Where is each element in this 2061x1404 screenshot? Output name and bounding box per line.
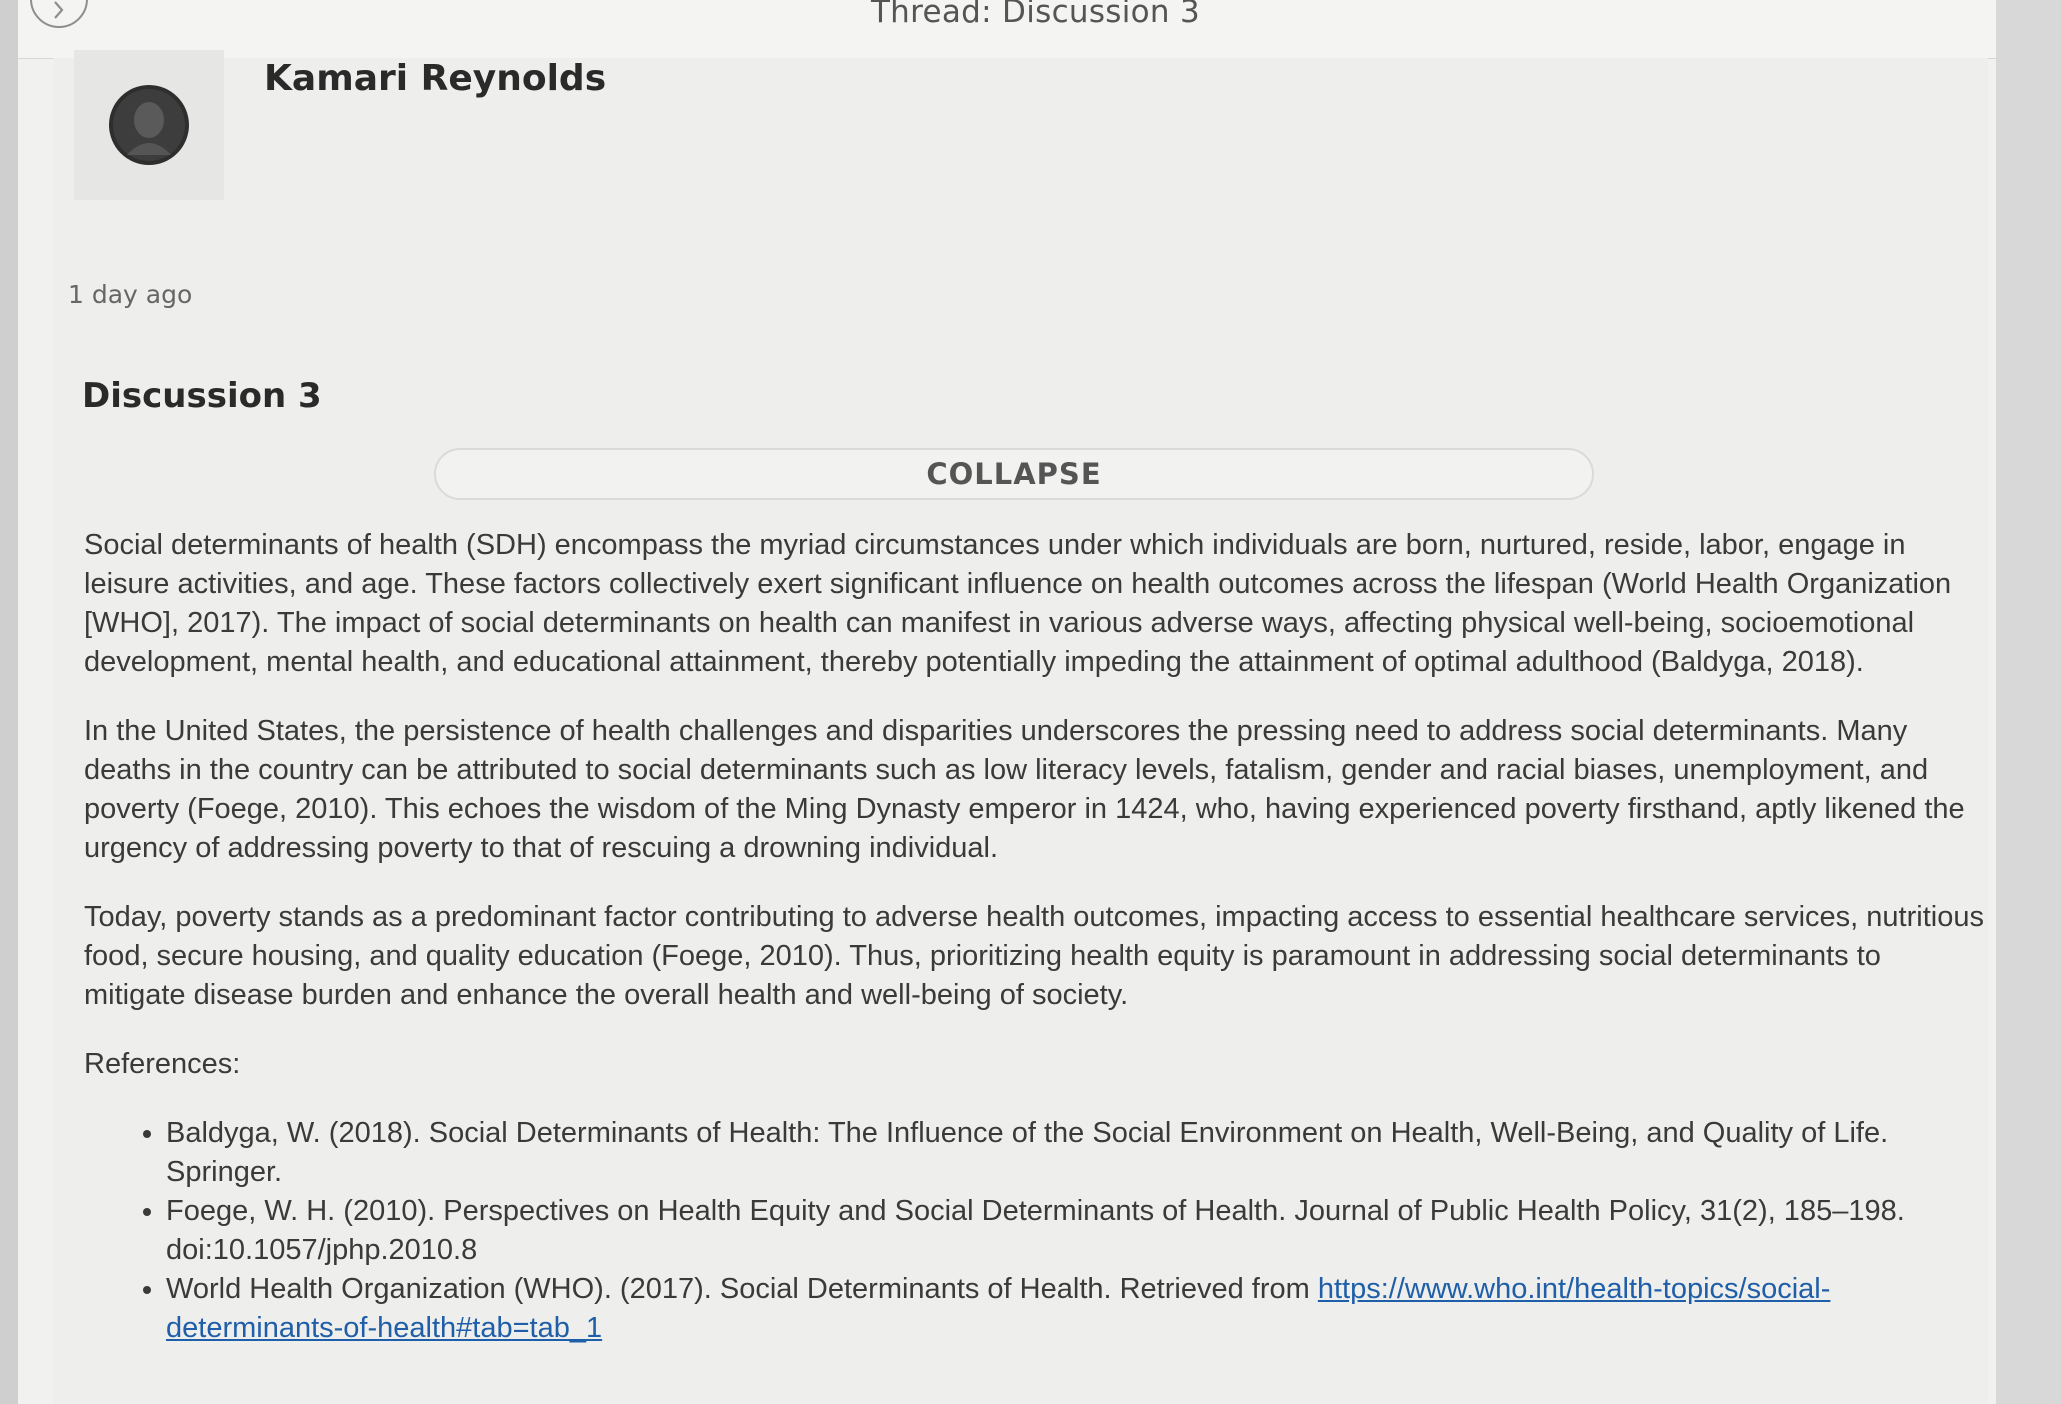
reference-link[interactable]: https://www.who.int/health-topics/social-determinants-of-health#tab=tab_1: [166, 1273, 1831, 1344]
window-edge: [1985, 0, 2061, 1404]
thread-header: [18, 0, 1996, 59]
references-list: [84, 1114, 1984, 1348]
user-silhouette-icon: [107, 83, 191, 167]
author-name[interactable]: Kamari Reynolds: [264, 58, 607, 99]
reference-text: Baldyga, W. (2018). Social Determinants of Health: The Influence of the Social Environment on Health, Well-Being, and Quality of Life. Springer.: [166, 1117, 1889, 1188]
thread-title: Thread: Discussion 3: [870, 0, 1201, 30]
reference-item: [166, 1270, 1984, 1348]
post-timestamp: 1 day ago: [68, 280, 193, 309]
reference-item: [166, 1114, 1984, 1192]
post-title: Discussion 3: [82, 376, 322, 416]
reference-item: [166, 1192, 1984, 1270]
post-paragraph: Today, poverty stands as a predominant factor contributing to adverse health outcomes, impacting access to essential healthcare services, nutritious food, secure housing, and quality education (Foege, 2010). Thus, prioritizing health equity is paramount in addressing social determinants to mitigate disease burden and enhance the overall health and well-being of society.: [84, 901, 1984, 1011]
reference-text: World Health Organization (WHO). (2017). Social Determinants of Health. Retrieved from: [166, 1273, 1318, 1305]
discussion-post: [54, 58, 1988, 1404]
discussion-page: [18, 0, 1996, 1404]
post-paragraph: Social determinants of health (SDH) encompass the myriad circumstances under which individuals are born, nurtured, reside, labor, engage in leisure activities, and age. These factors collectively exert significant influence on health outcomes across the lifespan (World Health Organization [WHO], 2017). The impact of social determinants on health can manifest in various adverse ways, affecting physical well-being, socioemotional development, mental health, and educational attainment, thereby potentially impeding the attainment of optimal adulthood (Baldyga, 2018).: [84, 529, 1952, 678]
references-heading: References:: [84, 1048, 241, 1080]
avatar[interactable]: [74, 50, 224, 200]
post-body: [84, 526, 1984, 1348]
reference-text: Foege, W. H. (2010). Perspectives on Health Equity and Social Determinants of Health. Journal of Public Health Policy, 31(2), 185–198. doi:10.1057/jphp.2010.8: [166, 1195, 1905, 1266]
collapse-button[interactable]: COLLAPSE: [434, 448, 1594, 500]
post-paragraph: In the United States, the persistence of health challenges and disparities underscores the pressing need to address social determinants. Many deaths in the country can be attributed to social determinants such as low literacy levels, fatalism, gender and racial biases, unemployment, and poverty (Foege, 2010). This echoes the wisdom of the Ming Dynasty emperor in 1424, who, having experienced poverty firsthand, aptly likened the urgency of addressing poverty to that of rescuing a drowning individual.: [84, 715, 1965, 864]
